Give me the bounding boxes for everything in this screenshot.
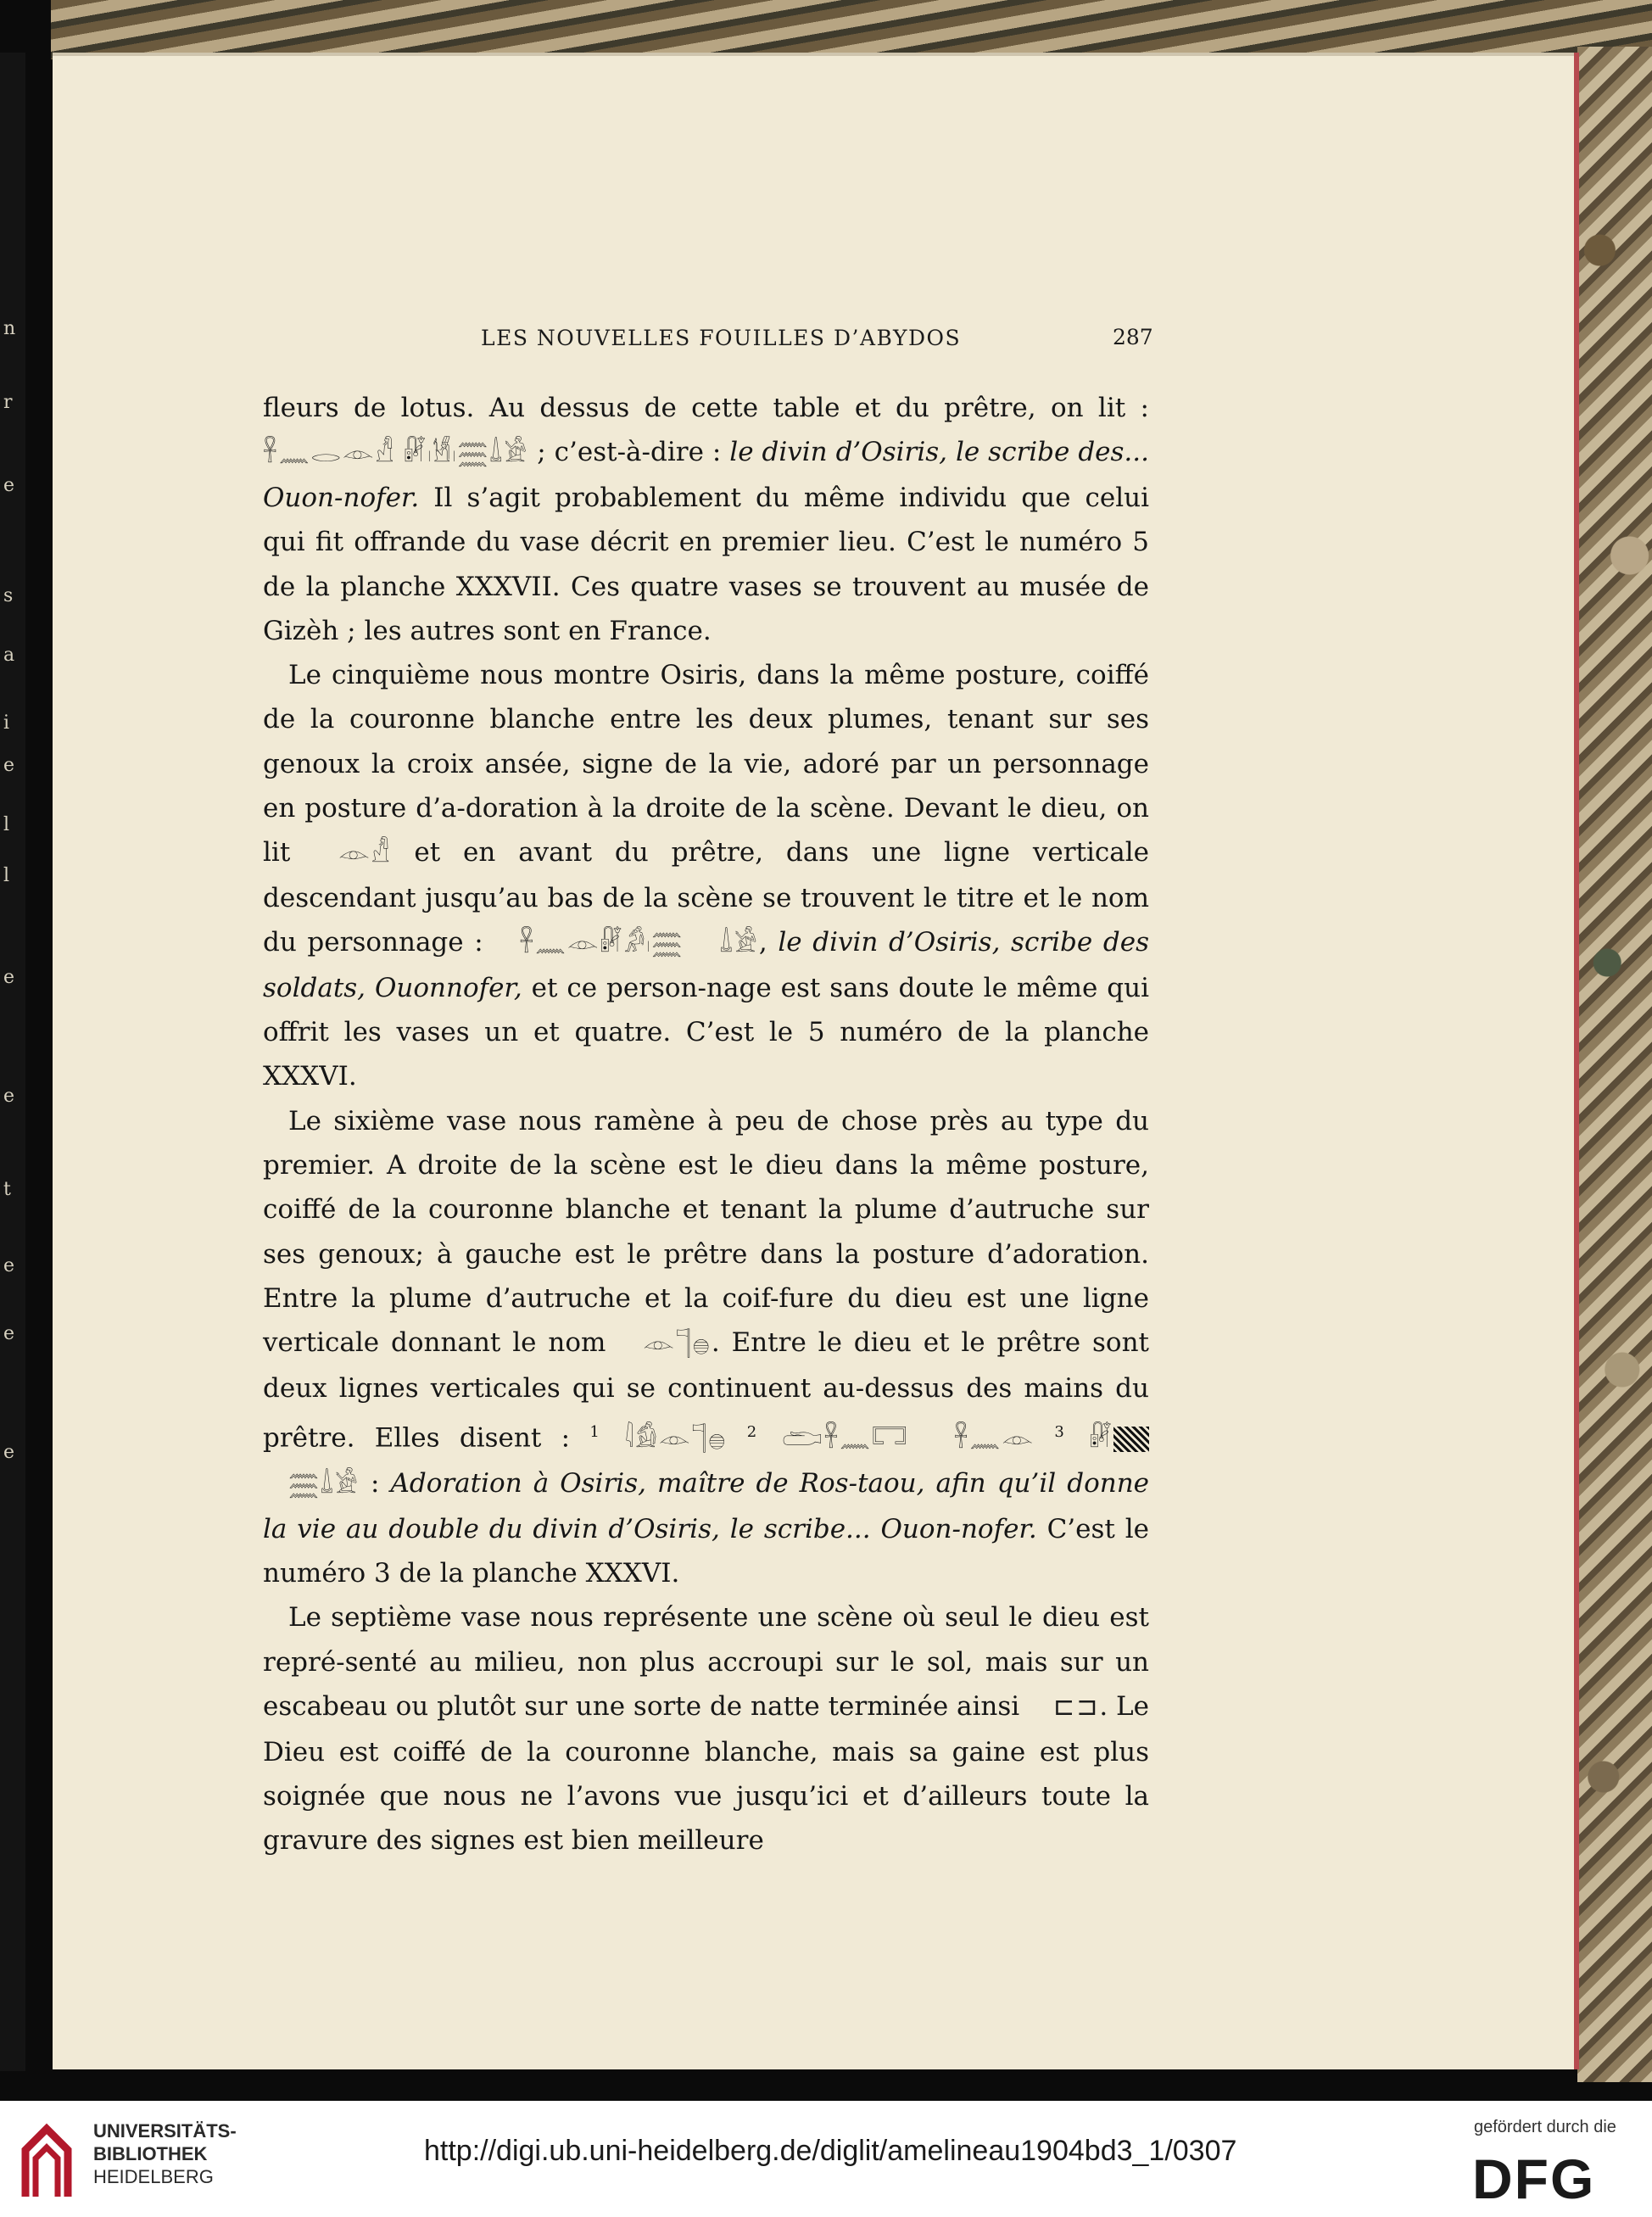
facing-page-letter: e — [3, 1255, 15, 1276]
text-run: . Le Dieu est coiffé de la couronne blanche, mais sa gaine est plus soignée que nous ne l’avons vue jusqu’ici et d’ailleurs toute la gravure des signes est bien meilleure — [263, 1691, 1149, 1857]
text-run: et en avant du prêtre, dans une ligne verticale descendant jusqu’au bas de la scène se trouvent le titre et le nom du personnage : — [263, 837, 1149, 958]
book-cover-marbled-edge — [1577, 47, 1652, 2082]
translation-italic: Adoration à Osiris, maître de Ros-taou, afin qu’il donne la vie au double du divin d’Osiris, le scribe... Ouon-nofer. — [263, 1468, 1150, 1544]
line-number: 2 — [746, 1423, 757, 1442]
running-head: LES NOUVELLES FOUILLES D’ABYDOS — [481, 326, 962, 350]
body-text — [263, 386, 1149, 1863]
text-run: : — [370, 1468, 380, 1499]
facing-page-edge — [0, 53, 25, 2071]
lacuna-hatched-icon — [1113, 1427, 1149, 1452]
facing-page-letter: l — [3, 814, 10, 835]
facing-page-letter: r — [3, 392, 13, 413]
hieroglyph-group-icon: 𓋹𓈖𓁹 — [953, 1423, 1035, 1454]
text-run: fleurs de lotus. Au dessus de cette table et du prêtre, on lit : — [263, 393, 1149, 423]
hieroglyph-group-icon: 𓈗𓍑𓀀 — [288, 1469, 360, 1499]
library-name-line: HEIDELBERG — [93, 2166, 214, 2187]
hieroglyph-group-icon: 𓏞𓏺𓁩𓏺𓈗𓍑𓀀 — [404, 438, 529, 468]
hieroglyph-group-icon: 𓁹𓊹𓐍 — [643, 1328, 712, 1359]
paragraph-4 — [263, 1595, 1149, 1862]
footer-bar — [0, 2101, 1652, 2217]
facing-page-letter: a — [3, 645, 15, 666]
line-number: 3 — [1054, 1423, 1064, 1442]
hieroglyph-group-icon: 𓋹𓈖𓁹𓏞𓀔𓏺𓈗 — [519, 928, 684, 958]
facing-page-letter: e — [3, 1442, 15, 1463]
text-run: Le sixième vase nous ramène à peu de chose près au type du premier. A droite de la scène est le dieu dans la même posture, coiffé de la couronne blanche et tenant la plume d’autruche sur ses genoux; à gauche est le prêtre dans la posture d’adoration. Entre la plume d’autruche et la coif-fure du dieu est une ligne verticale donnant le nom — [263, 1105, 1149, 1359]
page-number: 287 — [1113, 325, 1153, 349]
hieroglyph-group-icon: 𓁹𓀭 — [338, 838, 392, 868]
facing-page-letter: e — [3, 967, 15, 988]
mat-sign-icon: ⊏⊐ — [1053, 1692, 1100, 1723]
facing-page-letter: i — [3, 712, 10, 734]
facing-page-letter: e — [3, 1086, 15, 1107]
facing-page-letter: e — [3, 755, 15, 776]
paragraph-2 — [263, 653, 1149, 1099]
dfg-logo: DFG — [1472, 2147, 1596, 2210]
paragraph-3 — [263, 1099, 1149, 1596]
text-run: Il s’agit probablement du même individu que celui qui fit offrande du vase décrit en premier lieu. C’est le numéro 5 de la planche XXXVII. Ces quatre vases se trouvent au musée de Gizèh ; les autres sont en France. — [263, 482, 1149, 646]
text-run: . Entre le dieu et le prêtre sont deux lignes verticales qui se continuent au-dessus des mains du prêtre. Elles disent : — [263, 1327, 1150, 1454]
facing-page-letter: l — [3, 865, 10, 886]
translation-italic: le divin d’Osiris, le scribe des... Ouon-nofer. — [263, 437, 1149, 513]
hieroglyph-group-icon: 𓏞 — [1089, 1423, 1114, 1454]
hieroglyph-group-icon: 𓍑𓀀 — [719, 928, 759, 958]
facing-page-letter: e — [3, 475, 15, 496]
line-number: 1 — [589, 1423, 600, 1442]
text-run: ; c’est-à-dire : — [537, 437, 722, 468]
university-library-logo-icon — [17, 2116, 76, 2201]
text-run: C’est le numéro 3 de la planche XXXVI. — [263, 1513, 1149, 1589]
document-url-link[interactable]: http://digi.ub.uni-heidelberg.de/diglit/amelineau1904bd3_1/0307 — [424, 2135, 1237, 2167]
hieroglyph-group-icon: 𓋹𓈖𓂋𓁹𓀭 — [263, 438, 396, 468]
text-run: Le septième vase nous représente une scène où seul le dieu est repré-senté au milieu, non plus accroupi sur le sol, mais sur un escabeau ou plutôt sur une sorte de natte terminée ainsi — [263, 1602, 1149, 1722]
facing-page-letter: e — [3, 1323, 15, 1344]
text-run: Le cinquième nous montre Osiris, dans la même posture, coiffé de la couronne blanche entre les deux plumes, tenant sur ses genoux la croix ansée, signe de la vie, adoré par un personnage en posture d’a-doration à la droite de la scène. Devant le dieu, on lit — [263, 660, 1149, 868]
funding-label: gefördert durch die — [1474, 2118, 1616, 2136]
facing-page-letter: n — [3, 318, 16, 339]
hieroglyph-group-icon: 𓇋𓀁𓁹𓊹𓐍 — [624, 1423, 728, 1454]
facing-page-letter: s — [3, 585, 14, 606]
translation-italic: le divin d’Osiris, scribe des soldats, Ouonnofer, — [263, 927, 1149, 1003]
library-name-line: UNIVERSITÄTS- — [93, 2120, 237, 2142]
text-run: et ce person-nage est sans doute le même qui offrit les vases un et quatre. C’est le 5 numéro de la planche XXXVI. — [263, 972, 1149, 1092]
facing-page-letter: t — [3, 1179, 11, 1200]
book-cover-marbled-top — [51, 0, 1652, 59]
library-name-line: BIBLIOTHEK — [93, 2143, 208, 2164]
university-library-name — [93, 2119, 237, 2188]
text-run: , — [758, 927, 767, 958]
paragraph-1 — [263, 386, 1149, 653]
hieroglyph-group-icon: 𓂧𓋹𓈖𓉐 — [782, 1423, 909, 1454]
